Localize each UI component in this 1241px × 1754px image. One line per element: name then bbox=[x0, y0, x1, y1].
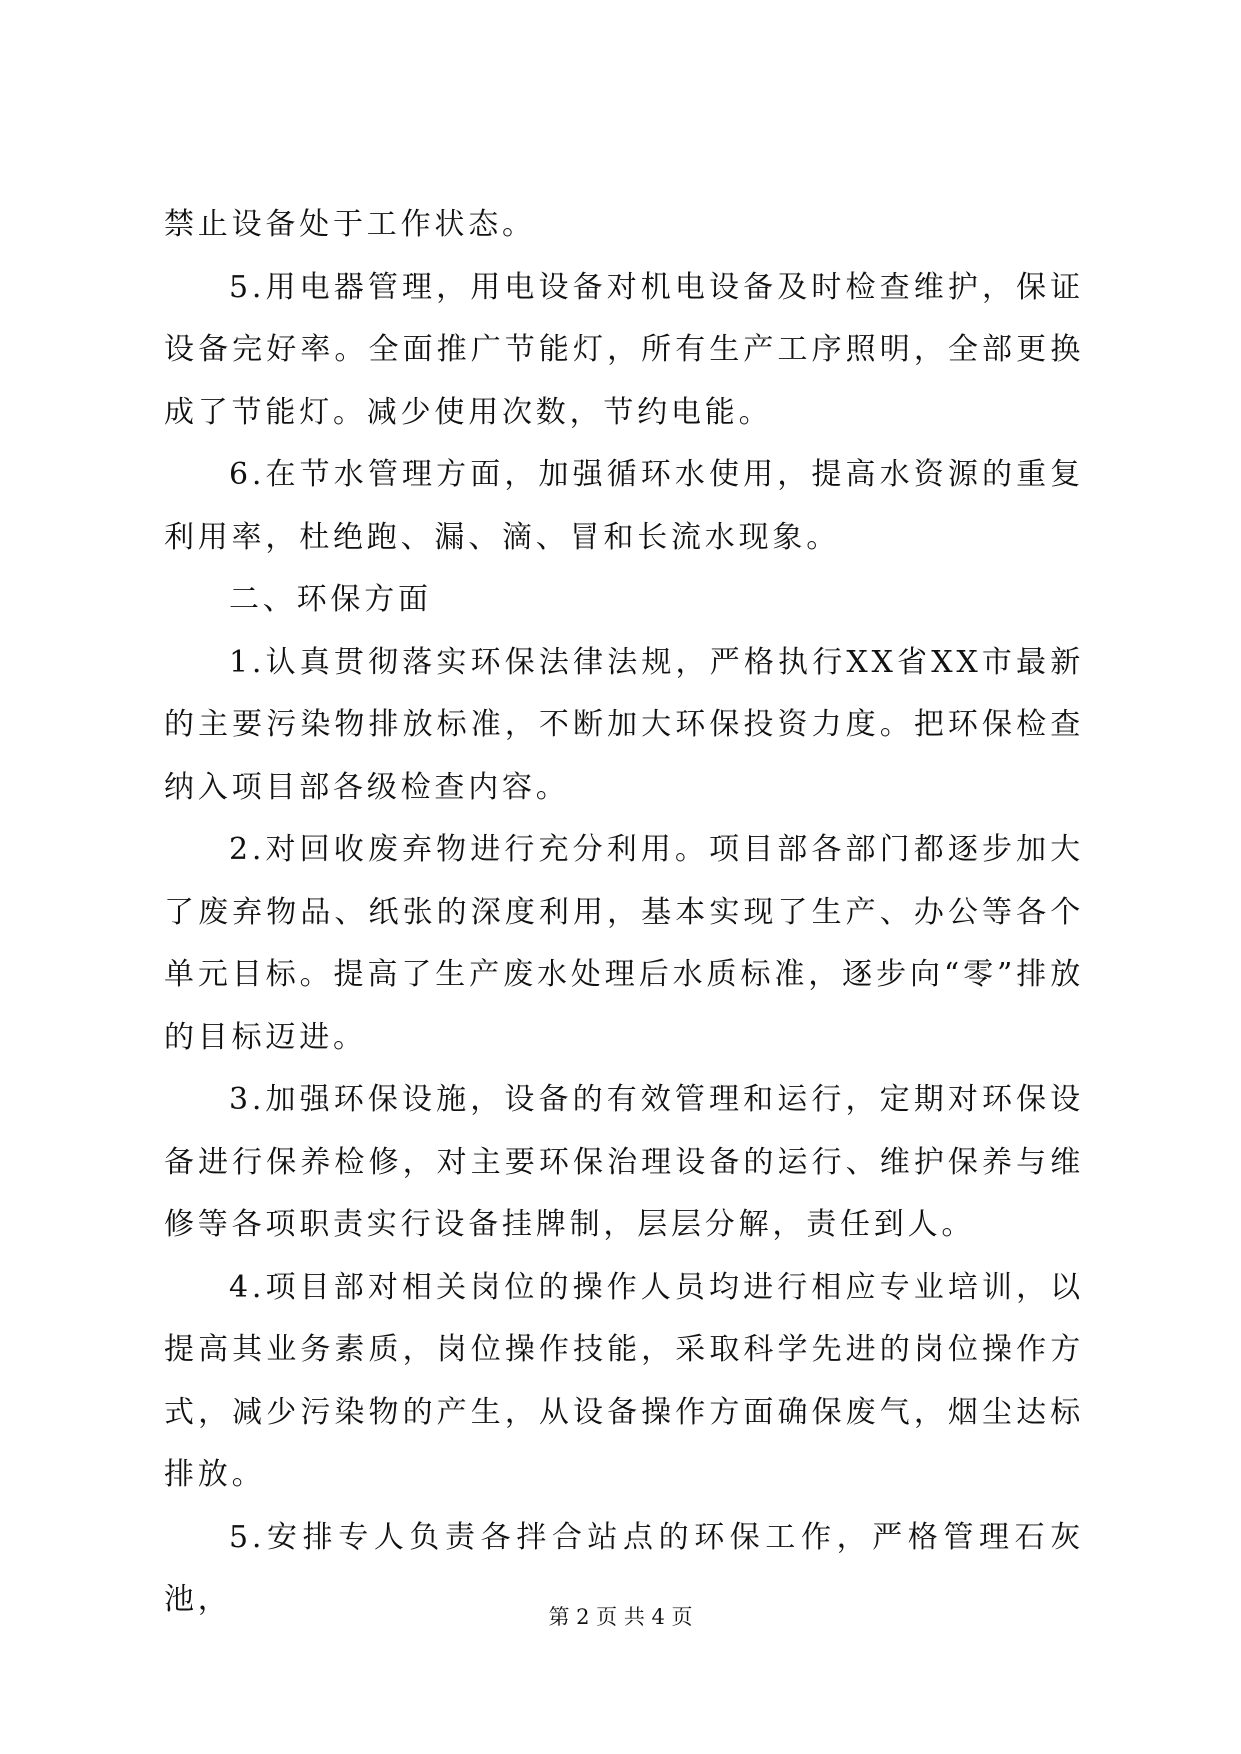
paragraph-item-5-electric: 5.用电器管理，用电设备对机电设备及时检查维护，保证设备完好率。全面推广节能灯，所有生产工序照明，全部更换成了节能灯。减少使用次数，节约电能。 bbox=[164, 269, 1084, 430]
paragraph-env-item-4: 4.项目部对相关岗位的操作人员均进行相应专业培训，以提高其业务素质，岗位操作技能，采取科学先进的岗位操作方式，减少污染物的产生，从设备操作方面确保废气，烟尘达标排放。 bbox=[164, 1269, 1084, 1492]
paragraph-env-item-3: 3.加强环保设施，设备的有效管理和运行，定期对环保设备进行保养检修，对主要环保治理设备的运行、维护保养与维修等各项职责实行设备挂牌制，层层分解，责任到人。 bbox=[164, 1082, 1084, 1242]
paragraph-env-item-2: 2.对回收废弃物进行充分利用。项目部各部门都逐步加大了废弃物品、纸张的深度利用，基本实现了生产、办公等各个单元目标。提高了生产废水处理后水质标准，逐步向“零”排放的目标迈进。 bbox=[164, 832, 1084, 1055]
section-heading-environment: 二、环保方面 bbox=[229, 582, 432, 617]
paragraph-env-item-5: 5.安排专人负责各拌合站点的环保工作，严格管理石灰池， bbox=[164, 1519, 1084, 1617]
paragraph-item-6-water: 6.在节水管理方面，加强循环水使用，提高水资源的重复利用率，杜绝跑、漏、滴、冒和长流水现象。 bbox=[164, 457, 1084, 555]
document-body bbox=[164, 194, 1084, 1632]
paragraph-env-item-1: 1.认真贯彻落实环保法律法规，严格执行XX省XX市最新的主要污染物排放标准，不断加大环保投资力度。把环保检查纳入项目部各级检查内容。 bbox=[164, 644, 1084, 805]
paragraph-continuation: 禁止设备处于工作状态。 bbox=[164, 207, 536, 242]
page-number-footer: 第 2 页 共 4 页 bbox=[548, 1605, 693, 1629]
